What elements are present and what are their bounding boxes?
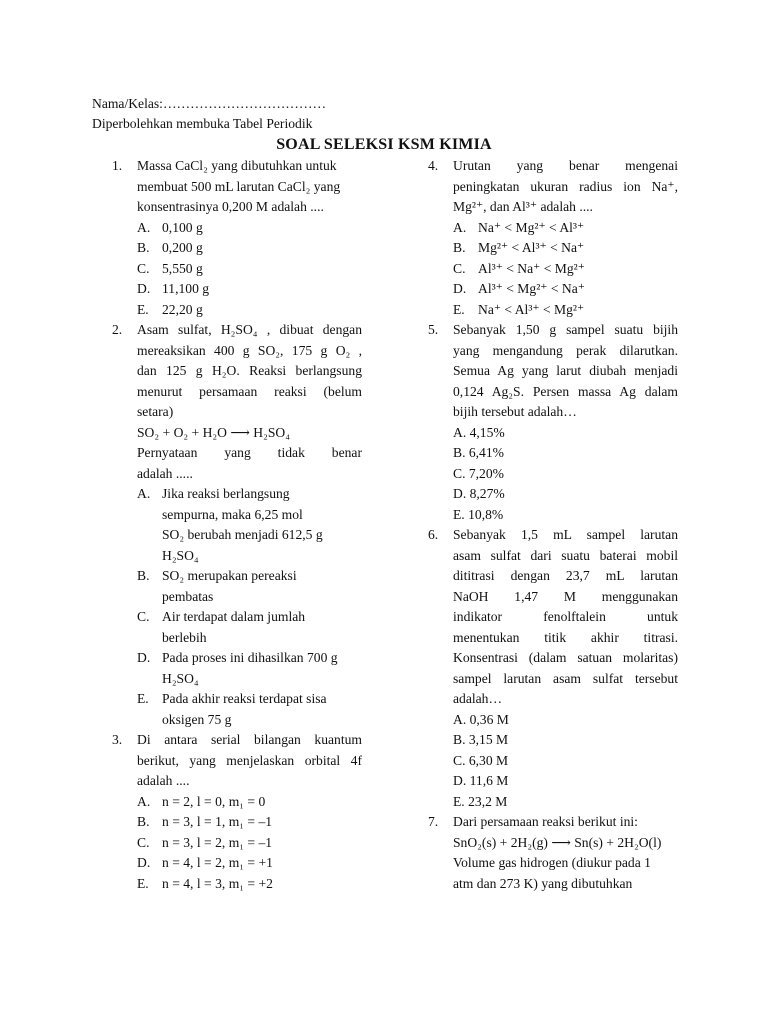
option-a: A. 0,100 g (137, 219, 203, 235)
option-c: C. n = 3, l = 2, m₁ = –1 (137, 834, 273, 850)
question-text-line: Asam sulfat, H₂SO₄ , dibuat dengan (137, 322, 362, 337)
option-d: D. Pada proses ini dihasilkan 700 g H₂SO₄ (137, 650, 338, 686)
question-text-line: menurut persamaan reaksi (belum (137, 383, 362, 399)
option-a: A. Na⁺ < Mg²⁺ < Al³⁺ (453, 219, 585, 235)
question-text-line: yang mengandung perak dilarutkan. (453, 342, 678, 358)
option-c: C. 6,30 M (453, 752, 509, 768)
option-d: D. n = 4, l = 2, m₁ = +1 (137, 855, 273, 870)
option-d: D. Al³⁺ < Mg²⁺ < Na⁺ (453, 281, 585, 296)
question-text-line: dititrasi dengan 23,7 mL larutan (453, 568, 678, 583)
question-text-line: Di antara serial bilangan kuantum (137, 732, 362, 747)
option-a: A. n = 2, l = 0, m₁ = 0 (137, 793, 266, 809)
question-1 (112, 156, 362, 320)
question-6 (428, 525, 678, 812)
question-text-line: atm dan 273 K) yang dibutuhkan (453, 875, 633, 891)
question-text-line: konsentrasinya 0,200 M adalah .... (137, 199, 324, 214)
right-column (428, 156, 678, 894)
option-b: B. 6,41% (453, 445, 504, 460)
question-text-line: bijih tersebut adalah… (453, 404, 577, 419)
question-2 (112, 320, 362, 730)
question-text-line: Dari persamaan reaksi berikut ini: (453, 814, 638, 829)
question-number: 3. (112, 732, 123, 747)
question-text-line: membuat 500 mL larutan CaCl₂ yang (137, 178, 341, 194)
page-title: SOAL SELEKSI KSM KIMIA (276, 136, 492, 153)
question-number: 2. (112, 322, 123, 337)
question-text-line: adalah… (453, 691, 503, 706)
option-b: B. 3,15 M (453, 732, 509, 747)
option-c: C. Al³⁺ < Na⁺ < Mg²⁺ (453, 260, 585, 276)
periodic-table-note: Diperbolehkan membuka Tabel Periodik (92, 116, 313, 131)
question-number: 5. (428, 322, 439, 337)
option-e: E. Pada akhir reaksi terdapat sisa oksigen 75 g (137, 691, 327, 727)
question-text-line: Urutan yang benar mengenai (453, 158, 678, 173)
question-text-line: indikator fenolftalein untuk (453, 609, 678, 624)
question-text-line: Pernyataan yang tidak benar (137, 445, 362, 460)
question-text-line: menentukan titik akhir titrasi. (453, 629, 678, 645)
question-number: 6. (428, 527, 439, 542)
option-d: D. 11,100 g (137, 281, 210, 296)
question-3 (112, 730, 362, 894)
option-d: D. 11,6 M (453, 773, 509, 788)
option-b: B. Mg²⁺ < Al³⁺ < Na⁺ (453, 240, 585, 255)
question-7 (428, 812, 678, 894)
question-text-line: Mg²⁺, dan Al³⁺ adalah .... (453, 199, 593, 214)
option-b: B. SO₂ merupakan pereaksi pembatas (137, 568, 297, 604)
question-text-line: Konsentrasi (dalam satuan molaritas) (453, 650, 678, 665)
option-c: C. 7,20% (453, 465, 504, 481)
option-e: E. 22,20 g (137, 301, 203, 317)
option-a: A. 0,36 M (453, 711, 509, 727)
question-text-line: Volume gas hidrogen (diukur pada 1 (453, 855, 651, 870)
reaction-equation: SnO₂(s) + 2H₂(g) ⟶ Sn(s) + 2H₂O(l) (453, 834, 662, 850)
question-text-line: setara) (137, 404, 174, 419)
question-text-line: dan 125 g H₂O. Reaksi berlangsung (137, 363, 362, 378)
left-column (112, 156, 362, 894)
question-number: 7. (428, 814, 439, 829)
option-c: C. Air terdapat dalam jumlah berlebih (137, 609, 306, 645)
question-text-line: mereaksikan 400 g SO₂, 175 g O₂ , (137, 342, 362, 358)
option-d: D. 8,27% (453, 486, 505, 501)
option-b: B. n = 3, l = 1, m₁ = –1 (137, 814, 273, 829)
option-a: A. Jika reaksi berlangsung sempurna, maka 6,25 mol SO₂ berubah menjadi 612,5 g H₂SO₄ (137, 486, 323, 563)
question-text-line: sampel larutan asam sulfat tersebut (453, 670, 678, 686)
question-text-line: peningkatan ukuran radius ion Na⁺, (453, 178, 678, 194)
question-4 (428, 156, 678, 320)
reaction-equation: SO₂ + O₂ + H₂O ⟶ H₂SO₄ (137, 424, 290, 440)
option-c: C. 5,550 g (137, 260, 203, 276)
option-e: E. 23,2 M (453, 793, 508, 809)
question-text-line: Massa CaCl₂ yang dibutuhkan untuk (137, 158, 337, 173)
option-e: E. Na⁺ < Al³⁺ < Mg²⁺ (453, 301, 585, 317)
question-number: 4. (428, 158, 439, 173)
question-text-line: adalah ..... (137, 465, 193, 481)
question-5 (428, 320, 678, 525)
question-text-line: 0,124 Ag₂S. Persen massa Ag dalam (453, 383, 678, 399)
question-text-line: adalah .... (137, 773, 190, 788)
option-e: E. 10,8% (453, 506, 504, 522)
question-text-line: Sebanyak 1,50 g sampel suatu bijih (453, 322, 678, 337)
question-text-line: NaOH 1,47 M menggunakan (453, 588, 678, 604)
option-e: E. n = 4, l = 3, m₁ = +2 (137, 875, 273, 891)
question-text-line: Semua Ag yang larut diubah menjadi (453, 363, 678, 378)
question-text-line: berikut, yang menjelaskan orbital 4f (137, 752, 362, 768)
question-text-line: Sebanyak 1,5 mL sampel larutan (453, 527, 678, 542)
question-number: 1. (112, 158, 123, 173)
name-class-line: Nama/Kelas:……………………………… (92, 96, 327, 111)
option-b: B. 0,200 g (137, 240, 203, 255)
option-a: A. 4,15% (453, 424, 505, 440)
question-text-line: asam sulfat dari suatu baterai mobil (453, 547, 678, 563)
